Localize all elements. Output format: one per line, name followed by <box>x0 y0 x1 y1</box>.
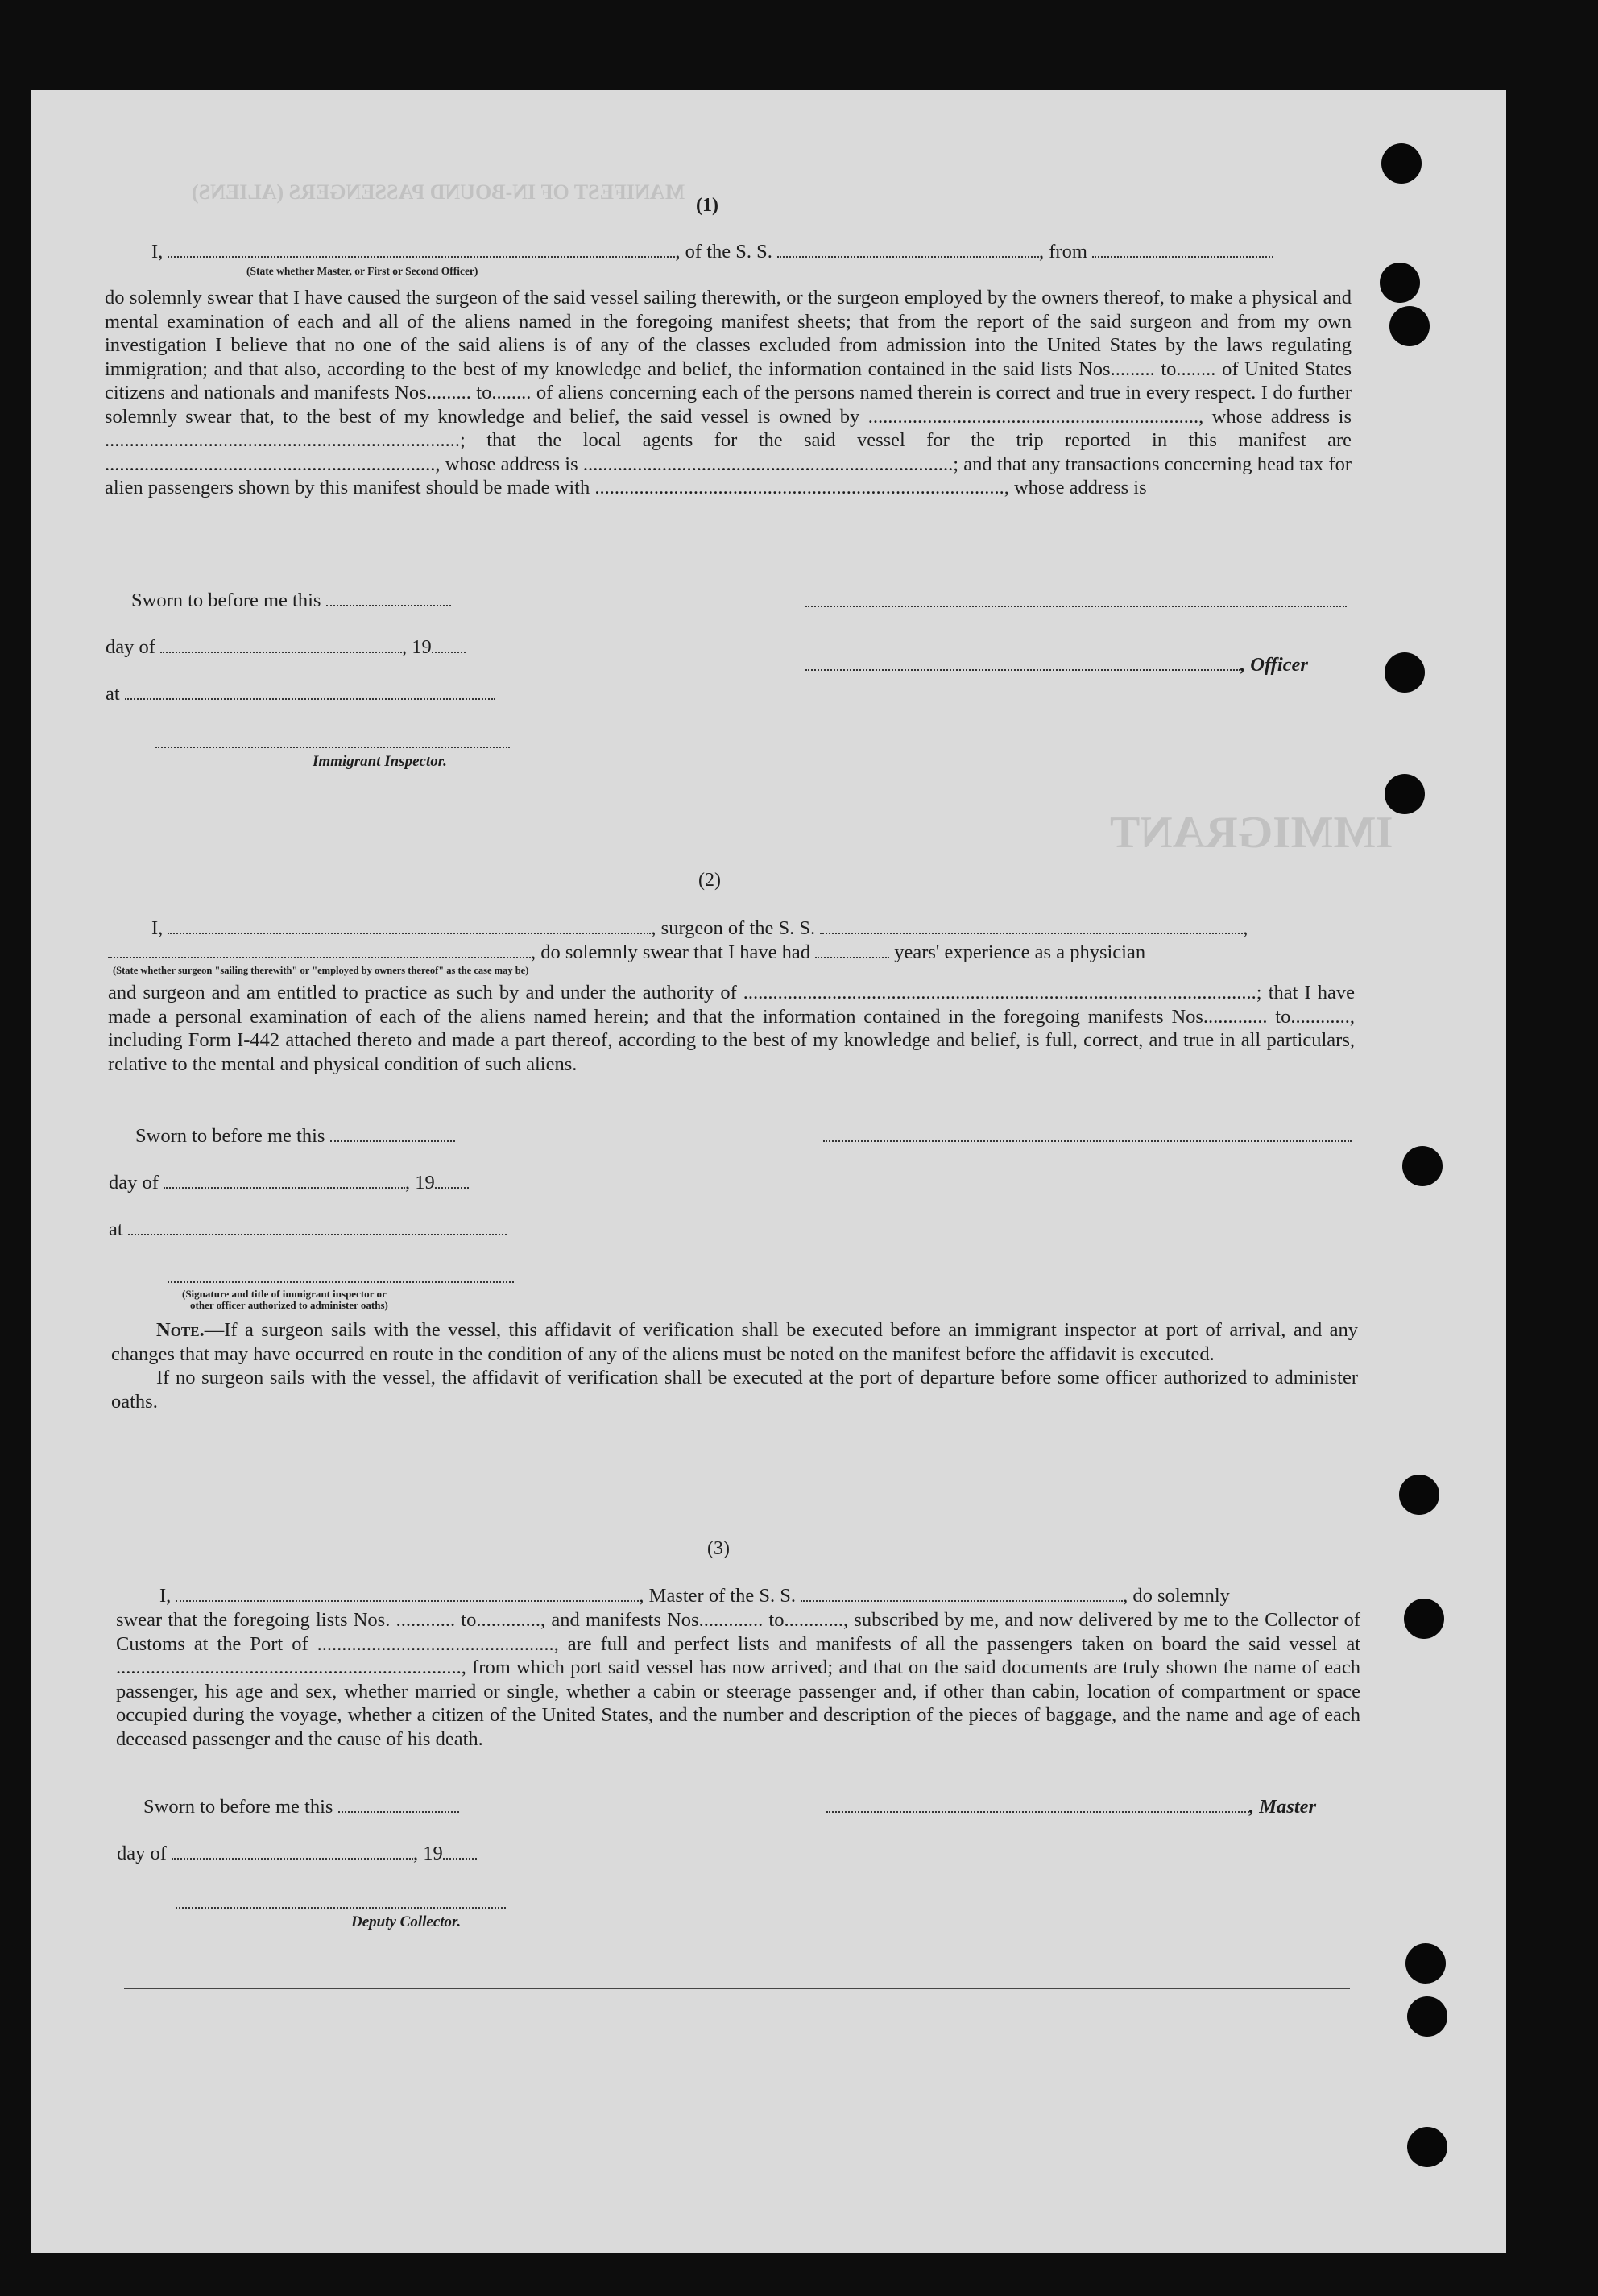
punch-hole <box>1402 1146 1443 1186</box>
header-stamp: MANIFEST OF IN-BOUND PASSENGERS (ALIENS) <box>192 180 685 204</box>
section2-sworn <box>135 1125 455 1148</box>
day-label: day of <box>106 636 155 658</box>
sworn-date-field[interactable] <box>326 590 451 606</box>
section3-day <box>117 1843 477 1865</box>
section3-body: swear that the foregoing lists Nos. ............ to............., and manifests Nos............. to............, subscribed by me, and now delivered by me to the Collector of Customs at the Port of ................................................, are full and perfect lists and manifests of all the passengers taken on board the said vessel at ......................................................................, from which port said vessel has now arrived; and that on the said documents are truly shown the name of each passenger, his age and sex, whether married or single, whether a cabin or steerage passenger and, if other than cabin, location of compartment or space occupied during the voyage, whether a citizen of the United States, and the number and description of the pieces of baggage, and the name and age of each deceased passenger and the cause of his death. <box>116 1609 1360 1750</box>
section2-number: (2) <box>698 870 721 891</box>
punch-hole <box>1407 2127 1447 2167</box>
surgeon-swear-label: , do solemnly swear that I have had <box>531 941 810 963</box>
punch-hole <box>1385 652 1425 693</box>
inspector-signature-line[interactable] <box>155 747 510 748</box>
note-paragraph-2: If no surgeon sails with the vessel, the affidavit of verification shall be executed at the port of departure before some officer authorized to administer oaths. <box>111 1367 1358 1413</box>
document-page <box>31 90 1506 2253</box>
year-label: , 19 <box>402 636 432 658</box>
section1-day <box>106 636 466 659</box>
at-label: at <box>106 683 120 705</box>
years-label: years' experience as a physician <box>894 941 1146 963</box>
punch-hole <box>1404 1599 1444 1639</box>
section2-sig-caption-2: other officer authorized to administer oaths) <box>190 1299 388 1311</box>
section1-body: do solemnly swear that I have caused the surgeon of the said vessel sailing therewith, or the surgeon employed by the owners thereof, to make a physical and mental examination of each and all of the aliens named in the foregoing manifest sheets; that from the report of the said surgeon and from my own investigation I believe that no one of the said aliens is of any of the classes excluded from admission into the United States by the laws regulating immigration; and that also, according to the best of my knowledge and belief, the information contained in the said lists Nos......... to........ of United States citizens and nationals and manifests Nos......... to........ of aliens concerning each of the persons named therein is correct and true in every respect. I do further solemnly swear that, to the best of my knowledge and belief, the said vessel is owned by ..................................................................., whose address is ........................................................................; that the local agents for the said vessel for the trip reported in this manifest are ..................................................................., whose address is ...........................................................................; and that any transactions concerning head tax for alien passengers shown by this manifest should be made with ..................................................................................., whose address is <box>105 287 1352 499</box>
section1-first-line <box>151 241 1343 263</box>
section1-sworn <box>131 590 451 612</box>
sworn-label: Sworn to before me this <box>135 1125 325 1147</box>
surgeon-ss-label: , surgeon of the S. S. <box>651 917 816 939</box>
officer-signature-line-1[interactable] <box>805 606 1347 607</box>
year-label: , 19 <box>413 1843 443 1864</box>
note-label: Note. <box>156 1319 205 1341</box>
ghost-mark: IMMIGRANT <box>1110 808 1393 858</box>
note-text: —If a surgeon sails with the vessel, this affidavit of verification shall be executed before an immigrant inspector at port of arrival, and any changes that may have occurred en route in the condition of any of the aliens must be noted on the manifest before the affidavit is executed. <box>111 1319 1358 1365</box>
section2-day <box>109 1172 469 1194</box>
year-field[interactable] <box>432 637 466 653</box>
sworn-date-field[interactable] <box>338 1797 459 1813</box>
sworn-date-field[interactable] <box>330 1126 455 1142</box>
day-label: day of <box>117 1843 167 1864</box>
collector-signature-line[interactable] <box>176 1907 506 1909</box>
officer-field[interactable] <box>805 655 1240 671</box>
surgeon-name-field[interactable] <box>168 918 651 934</box>
section3-number: (3) <box>707 1538 730 1559</box>
section2-second-line <box>108 941 1145 964</box>
officer-label: , Officer <box>1240 654 1308 676</box>
master-label: , Master <box>1249 1796 1317 1818</box>
note-block <box>111 1318 1358 1413</box>
section2-caption: (State whether surgeon "sailing therewith" or "employed by owners thereof" as the case may be) <box>113 965 529 976</box>
section2-first-line: I, , surgeon of the S. S. , <box>151 917 1248 939</box>
punch-hole <box>1399 1475 1439 1515</box>
section2-body: and surgeon and am entitled to practice as such by and under the authority of ........................................................................................................; that I have made a personal examination of each of the aliens named herein; and that the information contained in the foregoing manifests Nos............. to............, including Form I-442 attached thereto and made a part thereof, according to the best of my knowledge and belief, is full, correct, and true in all particulars, relative to the mental and physical condition of such aliens. <box>108 982 1355 1075</box>
inspector-label: Immigrant Inspector. <box>313 753 447 770</box>
section1-at <box>106 683 495 705</box>
section2-i: I, <box>151 917 164 939</box>
punch-hole <box>1389 306 1430 346</box>
surgeon-vessel-field[interactable] <box>820 918 1243 934</box>
punch-hole <box>1407 1996 1447 2037</box>
section1-number: (1) <box>696 195 718 216</box>
note-paragraph-1 <box>111 1318 1358 1366</box>
year-field[interactable] <box>443 1843 477 1860</box>
section1-from-label: , from <box>1039 241 1087 263</box>
master-name-field[interactable] <box>176 1586 639 1602</box>
at-field[interactable] <box>128 1219 507 1235</box>
from-field[interactable] <box>1092 242 1273 258</box>
section3-first-line <box>159 1585 1230 1607</box>
section2-sig-caption-1: (Signature and title of immigrant inspector or <box>182 1288 387 1300</box>
section2-signature-line[interactable] <box>168 1281 514 1283</box>
bottom-rule <box>124 1988 1350 1989</box>
surgeon-signature-line[interactable] <box>823 1140 1352 1142</box>
at-label: at <box>109 1218 123 1240</box>
day-field[interactable] <box>172 1843 413 1860</box>
officer-line <box>805 654 1308 676</box>
section2-oath-text <box>108 981 1355 1076</box>
sworn-label: Sworn to before me this <box>143 1796 333 1818</box>
punch-hole <box>1405 1943 1446 1984</box>
master-solemnly-label: , do solemnly <box>1123 1585 1230 1607</box>
master-signature-field[interactable] <box>826 1797 1249 1813</box>
section2-at <box>109 1218 507 1241</box>
master-ss-label: , Master of the S. S. <box>639 1585 797 1607</box>
punch-hole <box>1381 143 1422 184</box>
day-label: day of <box>109 1172 159 1194</box>
section1-ss-label: , of the S. S. <box>675 241 772 263</box>
day-field[interactable] <box>160 637 402 653</box>
year-label: , 19 <box>405 1172 435 1194</box>
surgeon-status-field[interactable] <box>108 942 531 958</box>
vessel-field[interactable] <box>777 242 1039 258</box>
sworn-label: Sworn to before me this <box>131 590 321 611</box>
day-field[interactable] <box>164 1173 405 1189</box>
at-field[interactable] <box>125 684 495 700</box>
master-line <box>826 1796 1316 1818</box>
years-field[interactable] <box>815 942 889 958</box>
rank-field[interactable] <box>168 242 675 258</box>
section1-oath-text <box>105 286 1352 500</box>
year-field[interactable] <box>435 1173 469 1189</box>
section3-i: I, <box>159 1585 172 1607</box>
section1-caption: (State whether Master, or First or Second Officer) <box>246 265 478 277</box>
master-vessel-field[interactable] <box>801 1586 1123 1602</box>
punch-hole <box>1380 263 1420 303</box>
section3-oath-text <box>116 1608 1360 1751</box>
section1-i: I, <box>151 241 164 263</box>
collector-label: Deputy Collector. <box>351 1913 462 1930</box>
punch-hole <box>1385 774 1425 814</box>
section3-sworn <box>143 1796 459 1818</box>
